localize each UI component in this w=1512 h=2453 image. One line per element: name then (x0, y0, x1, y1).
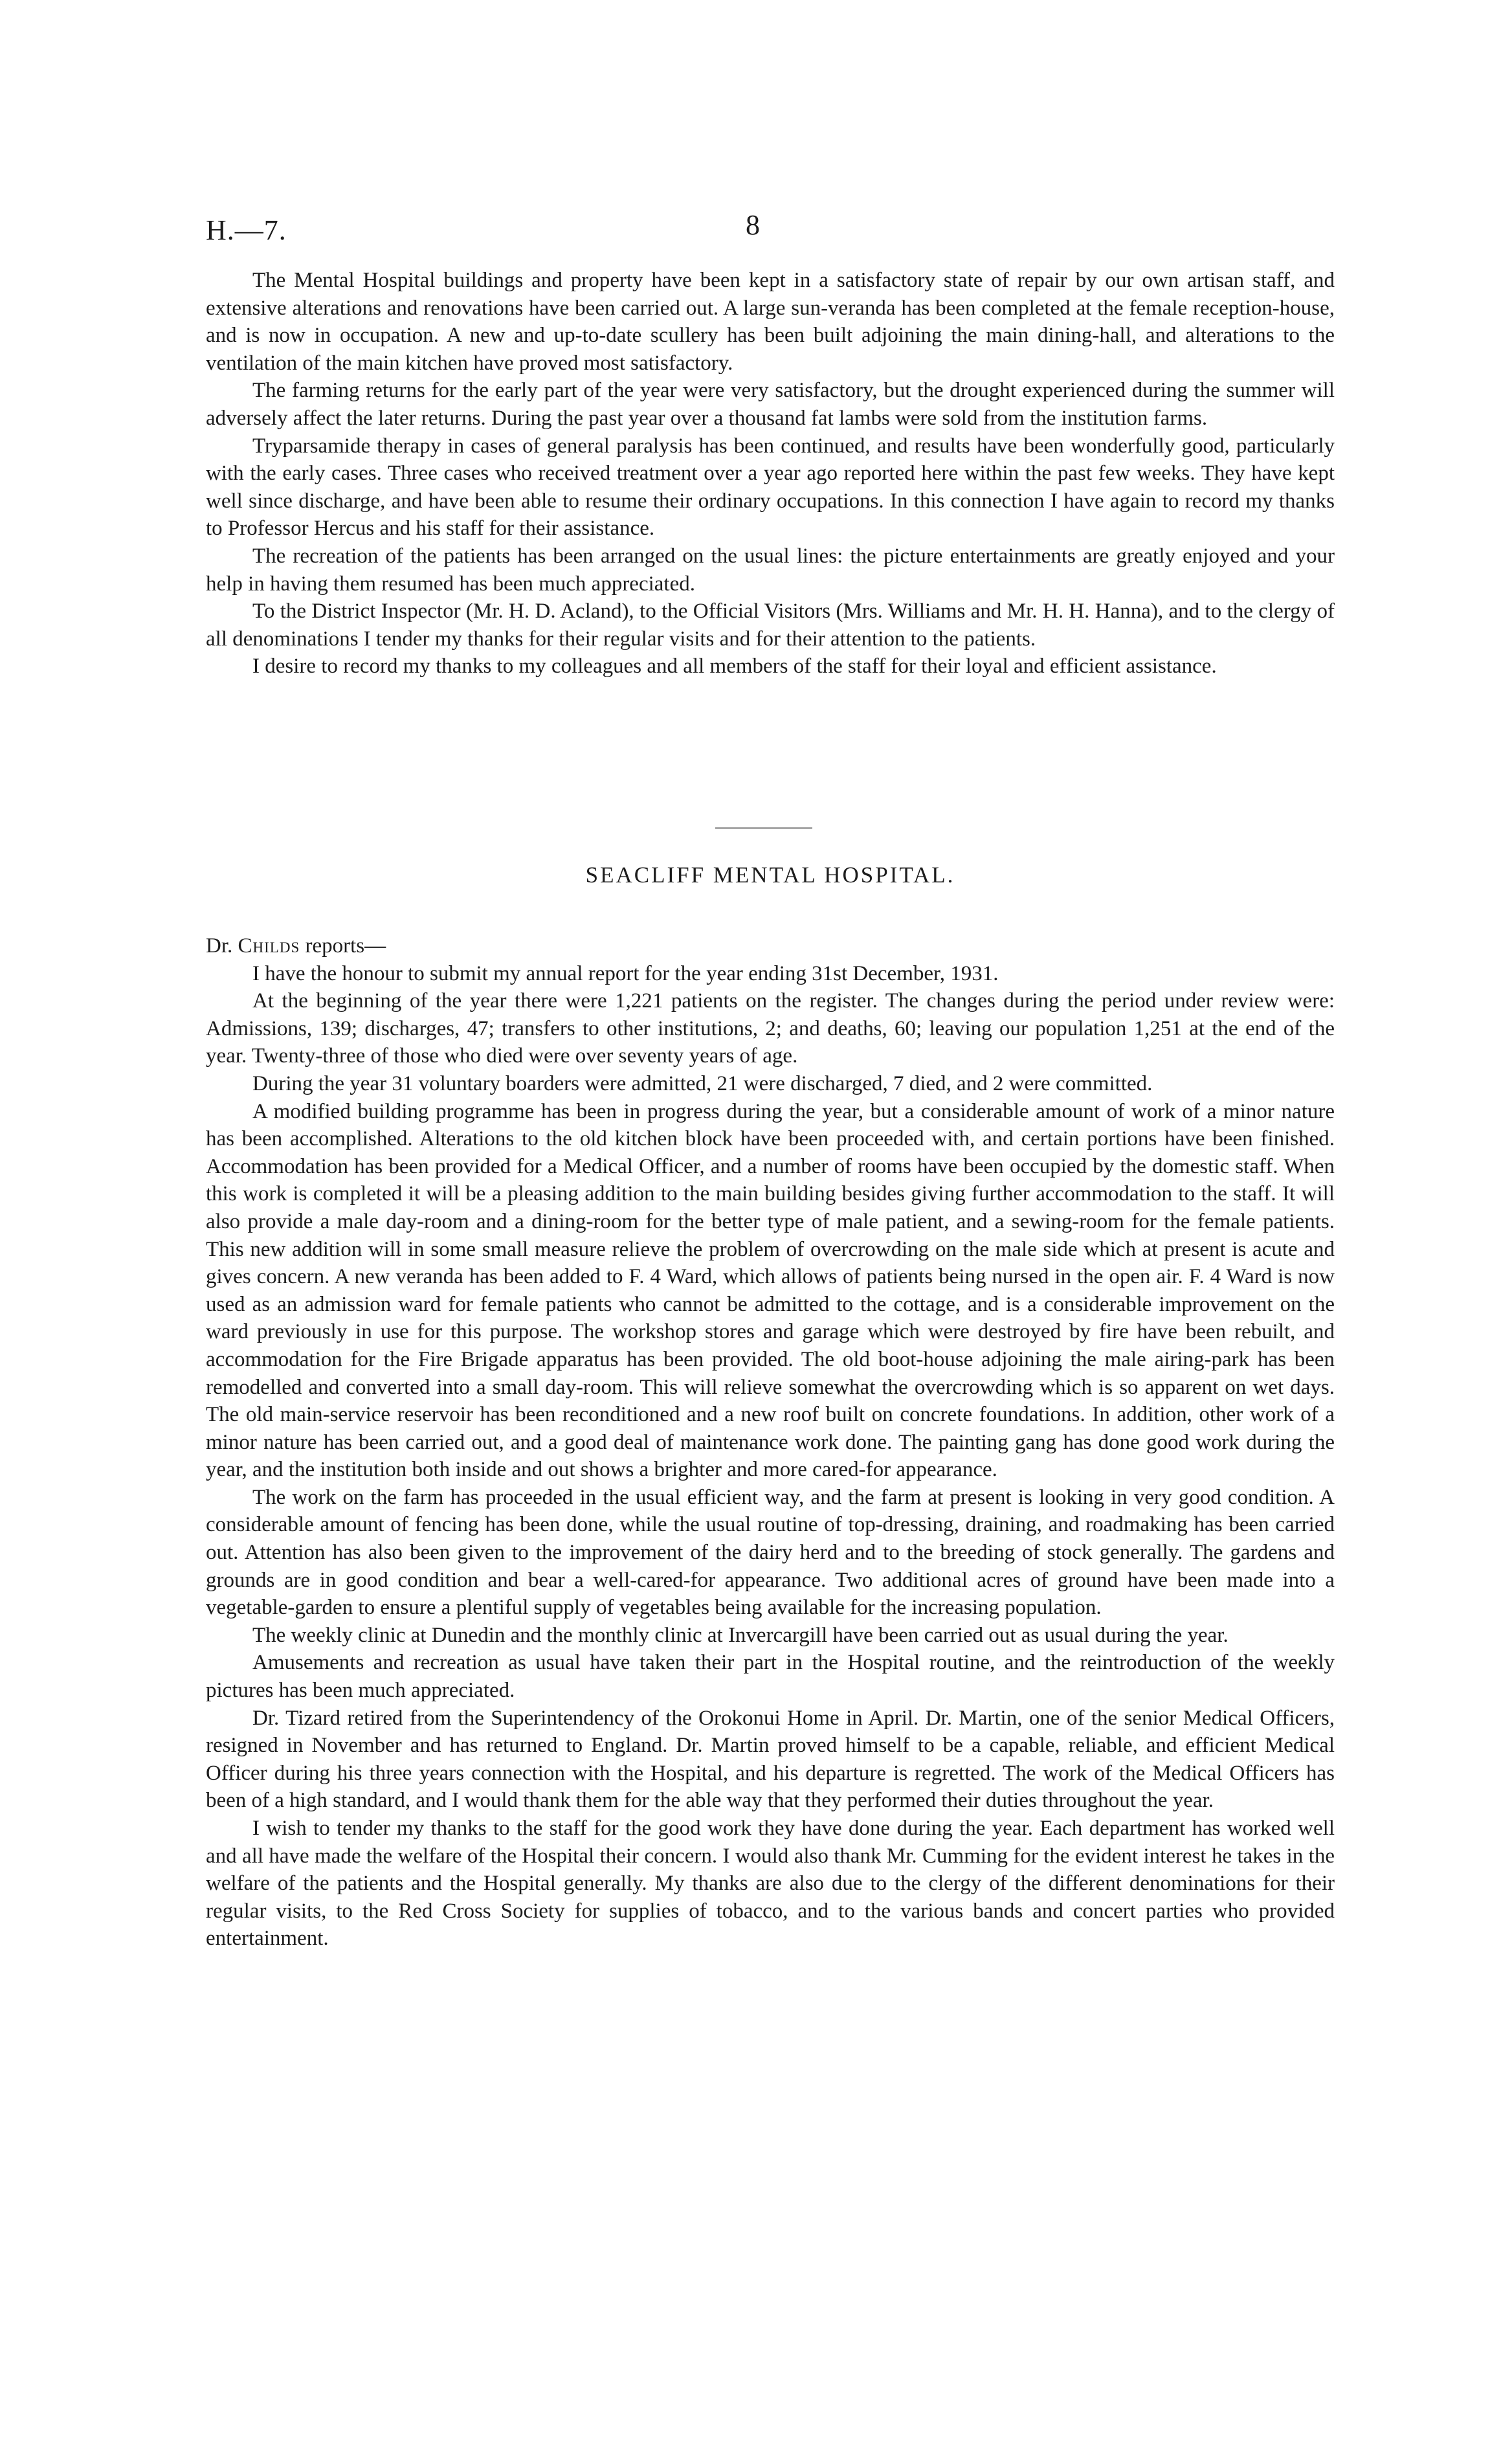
paragraph-tryparsamide: Tryparsamide therapy in cases of general paralysis has been continued, and results have been wonderfully good, particularly with the early cases. Three cases who received treatment over a year ago reported here within the past few weeks. They have kept well since discharge, and have been able to resume their ordinary occupations. In this connection I have again to record my thanks to Professor Hercus and his staff for their assistance. (206, 434, 1335, 541)
paragraph-building-programme: A modified building programme has been in progress during the year, but a considerable amount of work of a minor nature has been accomplished. Alterations to the old kitchen block have been proceeded with, and certain portions have been finished. Accommodation has been provided for a Medical Officer, and a number of rooms have been occupied by the domestic staff. When this work is completed it will be a pleasing addition to the main building besides giving further accommodation to the staff. It will also provide a male day-room and a dining-room for the better type of male patient, and a sewing-room for the female patients. This new addition will in some small measure relieve the problem of overcrowding on the male side which at present is acute and gives concern. A new veranda has been added to F. 4 Ward, which allows of patients being nursed in the open air. F. 4 Ward is now used as an admission ward for female patients who cannot be admitted to the cottage, and is a considerable improvement on the ward previously in use for this purpose. The workshop stores and garage which were destroyed by fire have been rebuilt, and accommodation for the Fire Brigade apparatus has been provided. The old boot-house adjoining the male airing-park has been remodelled and converted into a small day-room. This will relieve somewhat the overcrowding which is so apparent on wet days. The old main-service reservoir has been reconditioned and a new roof built on concrete foundations. In addition, other work of a minor nature has been carried out, and a good deal of maintenance work done. The painting gang has done good work during the year, and the institution both inside and out shows a brighter and more cared-for appearance. (206, 1099, 1335, 1482)
document-reference: H.—7. (206, 214, 287, 246)
reporter-suffix: reports— (300, 934, 386, 958)
paragraph-clinics: The weekly clinic at Dunedin and the monthly clinic at Invercargill have been carried out as usual during the year. (252, 1623, 1228, 1647)
paragraph-farm: The work on the farm has proceeded in the usual efficient way, and the farm at present is looking in very good condition. A considerable amount of fencing has been done, while the usual routine of top-dressing, draining, and roadmaking has been carried out. Attention has also been given to the improvement of the dairy herd and to the breeding of stock generally. The gardens and grounds are in good condition and bear a well-cared-for appearance. Two additional acres of ground have been made into a vegetable-garden to ensure a plentiful supply of vegetables being available for the increasing population. (206, 1485, 1335, 1620)
section-divider (715, 827, 812, 829)
paragraph-amusements: Amusements and recreation as usual have taken their part in the Hospital routine, and the reintroduction of the weekly pictures has been much appreciated. (206, 1651, 1335, 1703)
intro-text-block (206, 267, 1335, 680)
paragraph-buildings: The Mental Hospital buildings and property have been kept in a satisfactory state of repair by our own artisan staff, and extensive alterations and renovations have been carried out. A large sun-veranda has been completed at the female reception-house, and is now in occupation. A new and up-to-date scullery has been built adjoining the main dining-hall, and alterations to the ventilation of the main kitchen have proved most satisfactory. (206, 269, 1335, 375)
paragraph-register: At the beginning of the year there were 1,221 patients on the register. The changes during the period under review were: Admissions, 139; discharges, 47; transfers to other institutions, 2; and deaths, 60; leaving our population 1,251 at the end of the year. Twenty-three of those who died were over seventy years of age. (206, 989, 1335, 1068)
paragraph-honour: I have the honour to submit my annual report for the year ending 31st December, 1931. (252, 961, 999, 985)
paragraph-farming: The farming returns for the early part of the year were very satisfactory, but the drought experienced during the summer will adversely affect the later returns. During the past year over a thousand fat lambs were sold from the institution farms. (206, 379, 1335, 430)
paragraph-staff-thanks: I wish to tender my thanks to the staff for the good work they have done during the year. Each department has worked well and all have made the welfare of the Hospital their concern. I would also thank Mr. Cumming for the evident interest he takes in the welfare of the patients and the Hospital generally. My thanks are also due to the clergy of the different denominations for their regular visits, to the Red Cross Society for supplies of tobacco, and to the various bands and concert parties who provided entertainment. (206, 1817, 1335, 1951)
paragraph-medical-officers: Dr. Tizard retired from the Superintendency of the Orokonui Home in April. Dr. Martin, one of the senior Medical Officers, resigned in November and has returned to England. Dr. Martin proved himself to be a capable, reliable, and efficient Medical Officer during his three years connection with the Hospital, and his departure is regretted. The work of the Medical Officers has been of a high standard, and I would thank them for the able way that they performed their duties throughout the year. (206, 1706, 1335, 1813)
paragraph-voluntary-boarders: During the year 31 voluntary boarders were admitted, 21 were discharged, 7 died, and 2 were committed. (252, 1071, 1153, 1095)
reporter-line (206, 932, 1335, 960)
paragraph-visitors: To the District Inspector (Mr. H. D. Acland), to the Official Visitors (Mrs. Williams and Mr. H. H. Hanna), and to the clergy of all denominations I tender my thanks for their regular visits and for their attention to the patients. (206, 599, 1335, 651)
reporter-prefix: Dr. (206, 934, 238, 958)
paragraph-recreation: The recreation of the patients has been arranged on the usual lines: the picture entertainments are greatly enjoyed and your help in having them resumed has been much appreciated. (206, 544, 1335, 596)
seacliff-report-block (206, 932, 1335, 1953)
page-number: 8 (746, 209, 760, 241)
reporter-name: Childs (238, 934, 300, 958)
paragraph-thanks: I desire to record my thanks to my colleagues and all members of the staff for their loyal and efficient assistance. (252, 655, 1217, 678)
section-title: SEACLIFF MENTAL HOSPITAL. (585, 862, 955, 888)
